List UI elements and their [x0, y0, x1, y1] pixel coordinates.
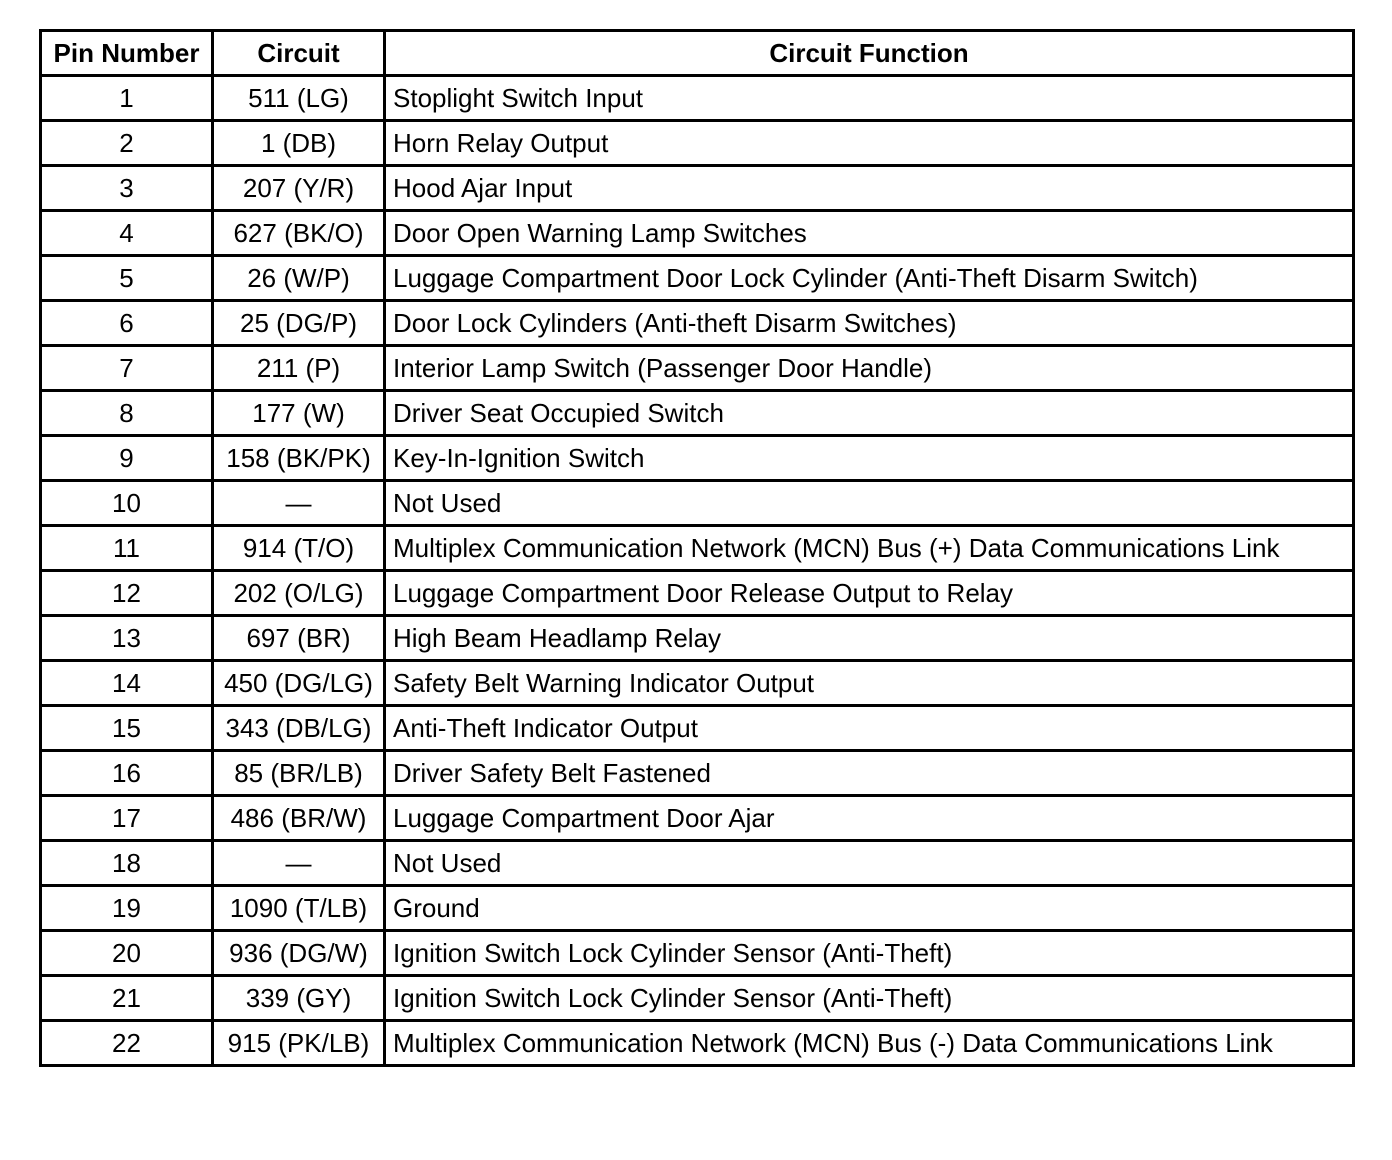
circuit-cell: 450 (DG/LG)	[213, 661, 385, 706]
pin-number-cell: 16	[41, 751, 213, 796]
header-circuit-function: Circuit Function	[385, 31, 1354, 76]
circuit-function-cell: Multiplex Communication Network (MCN) Bus (-) Data Communications Link	[385, 1021, 1354, 1066]
circuit-cell: 177 (W)	[213, 391, 385, 436]
pin-function-table	[39, 29, 1355, 1067]
circuit-cell: 486 (BR/W)	[213, 796, 385, 841]
pin-number-cell: 3	[41, 166, 213, 211]
table-row	[41, 211, 1354, 256]
circuit-function-cell: Door Lock Cylinders (Anti-theft Disarm Switches)	[385, 301, 1354, 346]
circuit-function-cell: Ignition Switch Lock Cylinder Sensor (Anti-Theft)	[385, 976, 1354, 1021]
circuit-cell: 511 (LG)	[213, 76, 385, 121]
table-row	[41, 436, 1354, 481]
pin-number-cell: 17	[41, 796, 213, 841]
circuit-cell: 914 (T/O)	[213, 526, 385, 571]
circuit-function-cell: Door Open Warning Lamp Switches	[385, 211, 1354, 256]
pin-number-cell: 13	[41, 616, 213, 661]
circuit-function-cell: Not Used	[385, 841, 1354, 886]
circuit-cell: —	[213, 841, 385, 886]
circuit-function-cell: Safety Belt Warning Indicator Output	[385, 661, 1354, 706]
table-row	[41, 616, 1354, 661]
circuit-function-cell: Horn Relay Output	[385, 121, 1354, 166]
circuit-cell: —	[213, 481, 385, 526]
circuit-function-cell: Anti-Theft Indicator Output	[385, 706, 1354, 751]
circuit-cell: 85 (BR/LB)	[213, 751, 385, 796]
circuit-function-cell: Luggage Compartment Door Ajar	[385, 796, 1354, 841]
pin-number-cell: 18	[41, 841, 213, 886]
circuit-cell: 343 (DB/LG)	[213, 706, 385, 751]
pin-number-cell: 20	[41, 931, 213, 976]
circuit-function-cell: Multiplex Communication Network (MCN) Bus (+) Data Communications Link	[385, 526, 1354, 571]
circuit-cell: 207 (Y/R)	[213, 166, 385, 211]
circuit-function-cell: Luggage Compartment Door Release Output to Relay	[385, 571, 1354, 616]
pin-number-cell: 1	[41, 76, 213, 121]
circuit-cell: 339 (GY)	[213, 976, 385, 1021]
table-row	[41, 976, 1354, 1021]
pin-number-cell: 12	[41, 571, 213, 616]
table-row	[41, 931, 1354, 976]
circuit-function-cell: Luggage Compartment Door Lock Cylinder (Anti-Theft Disarm Switch)	[385, 256, 1354, 301]
table-row	[41, 571, 1354, 616]
pin-number-cell: 15	[41, 706, 213, 751]
pin-number-cell: 10	[41, 481, 213, 526]
header-circuit: Circuit	[213, 31, 385, 76]
table-row	[41, 661, 1354, 706]
circuit-cell: 697 (BR)	[213, 616, 385, 661]
pin-number-cell: 5	[41, 256, 213, 301]
table-row	[41, 1021, 1354, 1066]
pin-number-cell: 6	[41, 301, 213, 346]
table-row	[41, 256, 1354, 301]
pin-number-cell: 11	[41, 526, 213, 571]
pin-number-cell: 21	[41, 976, 213, 1021]
circuit-cell: 1090 (T/LB)	[213, 886, 385, 931]
circuit-function-cell: Ignition Switch Lock Cylinder Sensor (Anti-Theft)	[385, 931, 1354, 976]
circuit-cell: 915 (PK/LB)	[213, 1021, 385, 1066]
table-row	[41, 706, 1354, 751]
circuit-function-cell: Hood Ajar Input	[385, 166, 1354, 211]
header-pin-number: Pin Number	[41, 31, 213, 76]
pin-number-cell: 7	[41, 346, 213, 391]
pin-number-cell: 4	[41, 211, 213, 256]
circuit-function-cell: Key-In-Ignition Switch	[385, 436, 1354, 481]
table-row	[41, 796, 1354, 841]
pin-number-cell: 8	[41, 391, 213, 436]
circuit-cell: 211 (P)	[213, 346, 385, 391]
circuit-cell: 936 (DG/W)	[213, 931, 385, 976]
pin-number-cell: 2	[41, 121, 213, 166]
pin-number-cell: 19	[41, 886, 213, 931]
table-row	[41, 76, 1354, 121]
circuit-cell: 26 (W/P)	[213, 256, 385, 301]
circuit-cell: 158 (BK/PK)	[213, 436, 385, 481]
pin-number-cell: 22	[41, 1021, 213, 1066]
circuit-cell: 627 (BK/O)	[213, 211, 385, 256]
table-row	[41, 841, 1354, 886]
table-row	[41, 346, 1354, 391]
header-row	[41, 31, 1354, 76]
circuit-function-cell: Not Used	[385, 481, 1354, 526]
circuit-function-cell: Driver Seat Occupied Switch	[385, 391, 1354, 436]
circuit-cell: 25 (DG/P)	[213, 301, 385, 346]
circuit-function-cell: Interior Lamp Switch (Passenger Door Handle)	[385, 346, 1354, 391]
circuit-function-cell: High Beam Headlamp Relay	[385, 616, 1354, 661]
pin-number-cell: 14	[41, 661, 213, 706]
table-row	[41, 391, 1354, 436]
table-row	[41, 301, 1354, 346]
table-row	[41, 166, 1354, 211]
circuit-function-cell: Ground	[385, 886, 1354, 931]
circuit-cell: 202 (O/LG)	[213, 571, 385, 616]
circuit-function-cell: Driver Safety Belt Fastened	[385, 751, 1354, 796]
circuit-function-cell: Stoplight Switch Input	[385, 76, 1354, 121]
table-body	[41, 76, 1354, 1066]
table-header	[41, 31, 1354, 76]
table-row	[41, 526, 1354, 571]
table-row	[41, 886, 1354, 931]
circuit-cell: 1 (DB)	[213, 121, 385, 166]
table-row	[41, 481, 1354, 526]
pin-number-cell: 9	[41, 436, 213, 481]
table-row	[41, 121, 1354, 166]
table-row	[41, 751, 1354, 796]
